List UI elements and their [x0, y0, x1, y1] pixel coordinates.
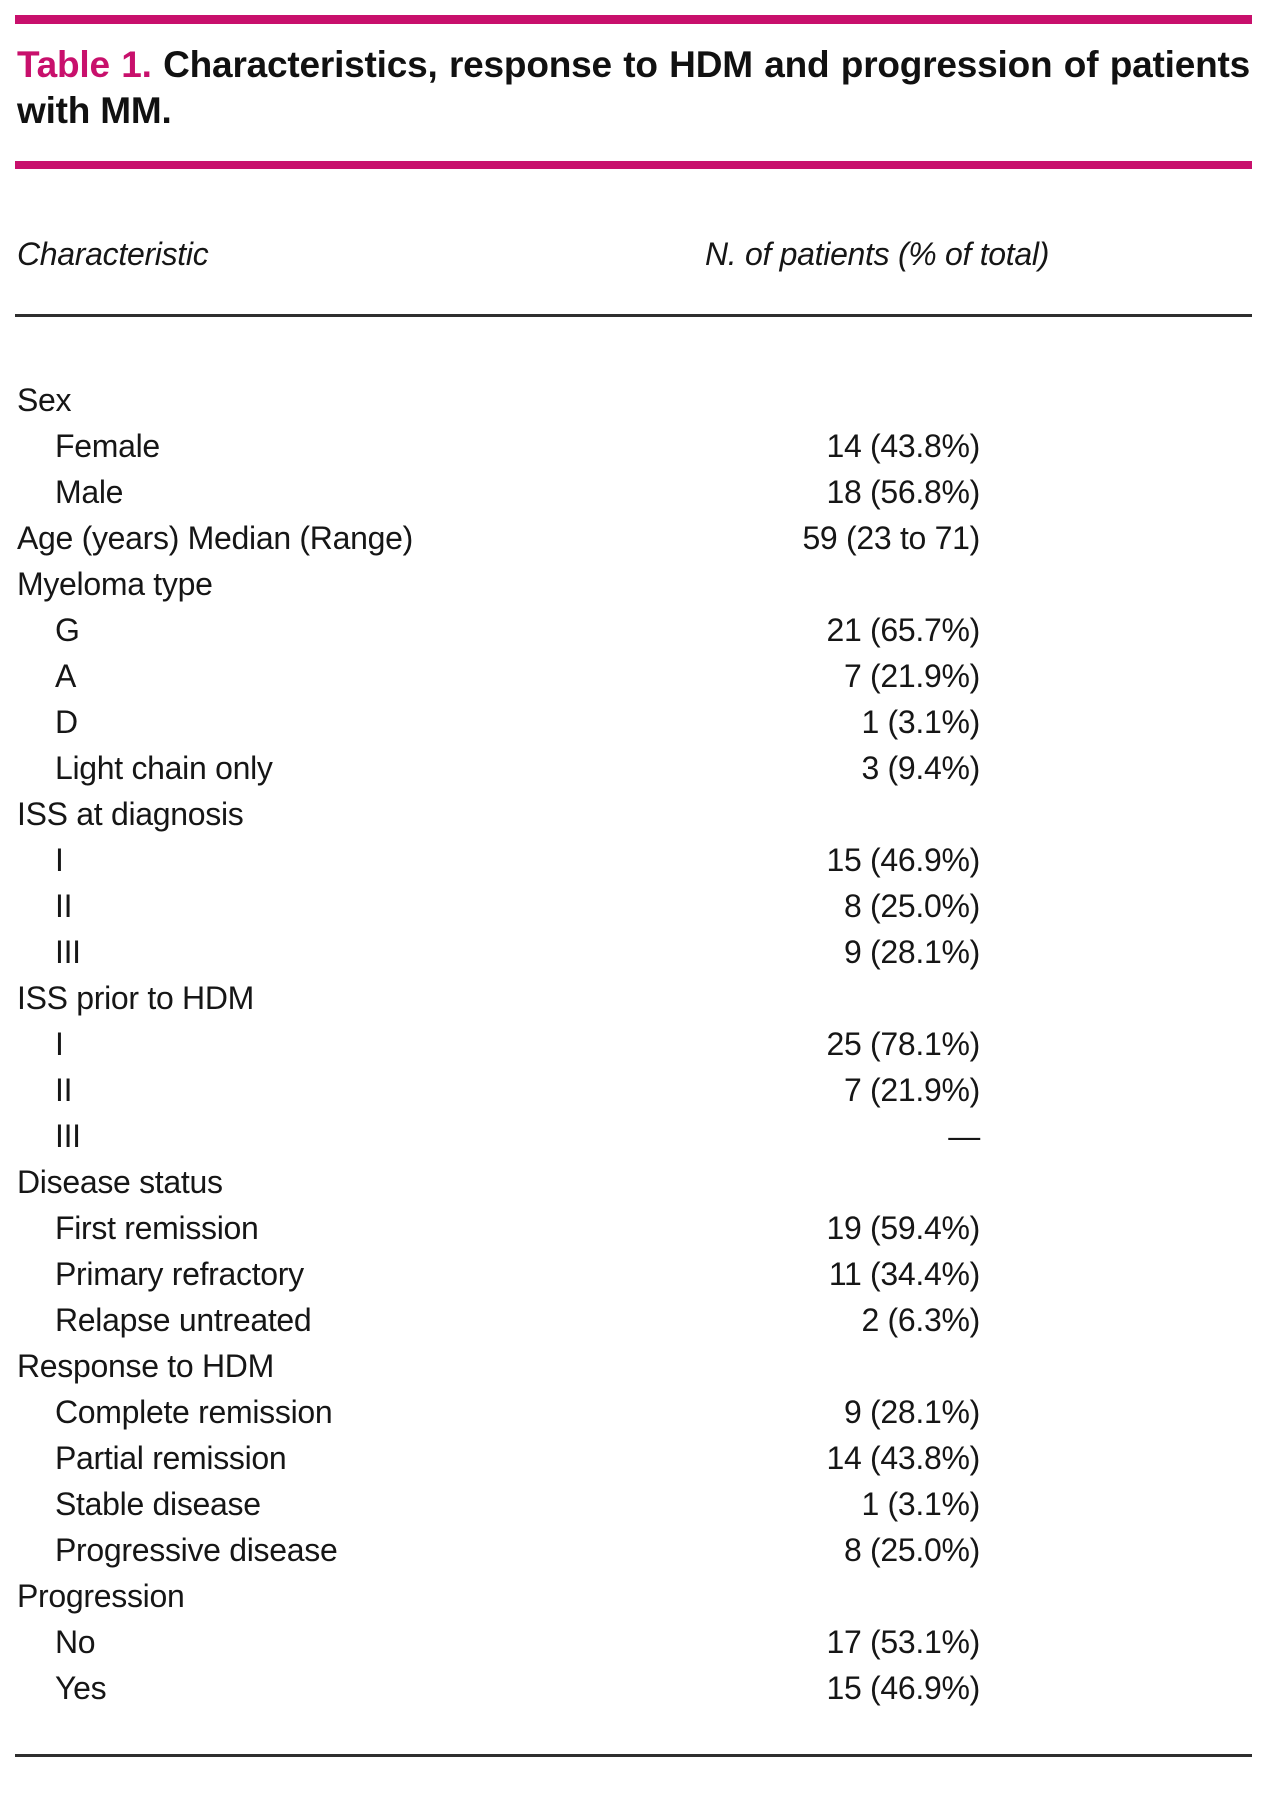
table-row [17, 515, 1250, 561]
table-caption: Characteristics, response to HDM and progression of patients with MM. [17, 44, 1250, 131]
row-label: Complete remission [55, 1394, 333, 1430]
row-label: Primary refractory [55, 1256, 304, 1292]
row-label: Light chain only [55, 750, 273, 786]
table-row [17, 1159, 1250, 1205]
row-value: 21 (65.7%) [826, 612, 980, 648]
table-title [17, 42, 1250, 134]
table-row [17, 1113, 1250, 1159]
table-row [17, 1021, 1250, 1067]
row-value: 1 (3.1%) [861, 1486, 980, 1522]
table-row [17, 1481, 1250, 1527]
row-value: — [948, 1118, 980, 1154]
column-header-row [17, 231, 1250, 277]
row-label: II [55, 888, 73, 924]
row-label: No [55, 1624, 96, 1660]
row-value: 8 (25.0%) [843, 1532, 980, 1568]
row-value: 9 (28.1%) [843, 934, 980, 970]
row-label: ISS at diagnosis [17, 796, 244, 832]
table-row [17, 791, 1250, 837]
table-row [17, 1527, 1250, 1573]
table-row [17, 975, 1250, 1021]
table-row [17, 837, 1250, 883]
table-row [17, 1435, 1250, 1481]
table-row [17, 1573, 1250, 1619]
row-value: 18 (56.8%) [826, 474, 980, 510]
row-label: III [55, 1118, 81, 1154]
table-row [17, 561, 1250, 607]
table-rows [17, 377, 1250, 1711]
row-label: ISS prior to HDM [17, 980, 255, 1016]
row-label: Myeloma type [17, 566, 213, 602]
row-label: D [55, 704, 78, 740]
row-label: Stable disease [55, 1486, 261, 1522]
table-row [17, 699, 1250, 745]
row-label: Yes [55, 1670, 107, 1706]
row-label: Male [55, 474, 124, 510]
row-label: A [55, 658, 77, 694]
table-row [17, 1665, 1250, 1711]
table-row [17, 1389, 1250, 1435]
table-row [17, 1205, 1250, 1251]
row-label: III [55, 934, 81, 970]
column-header-patients: N. of patients (% of total) [705, 236, 1050, 272]
row-label: G [55, 612, 80, 648]
table-row [17, 883, 1250, 929]
table-row [17, 745, 1250, 791]
table-row [17, 929, 1250, 975]
title-accent-rule [15, 161, 1252, 169]
row-value: 59 (23 to 71) [802, 520, 980, 556]
table-row [17, 469, 1250, 515]
table-row [17, 1251, 1250, 1297]
top-accent-rule [15, 15, 1252, 24]
row-label: Response to HDM [17, 1348, 274, 1384]
table-row [17, 1619, 1250, 1665]
row-label: Disease status [17, 1164, 223, 1200]
row-value: 25 (78.1%) [826, 1026, 980, 1062]
header-divider-rule [15, 314, 1252, 317]
row-value: 14 (43.8%) [826, 428, 980, 464]
table-number: Table 1. [17, 44, 152, 85]
table-row [17, 423, 1250, 469]
row-value: 8 (25.0%) [843, 888, 980, 924]
row-label: Partial remission [55, 1440, 287, 1476]
row-label: Progression [17, 1578, 185, 1614]
row-value: 7 (21.9%) [843, 1072, 980, 1108]
table-row [17, 653, 1250, 699]
table-row [17, 1297, 1250, 1343]
row-value: 19 (59.4%) [826, 1210, 980, 1246]
row-label: Progressive disease [55, 1532, 338, 1568]
row-value: 9 (28.1%) [843, 1394, 980, 1430]
bottom-rule [15, 1754, 1252, 1757]
row-label: Female [55, 428, 160, 464]
row-value: 11 (34.4%) [828, 1256, 980, 1292]
row-label: I [55, 1026, 64, 1062]
row-label: First remission [55, 1210, 259, 1246]
row-label: Age (years) Median (Range) [17, 520, 413, 556]
row-label: II [55, 1072, 73, 1108]
row-value: 17 (53.1%) [826, 1624, 980, 1660]
table-row [17, 1067, 1250, 1113]
row-value: 15 (46.9%) [826, 1670, 980, 1706]
row-value: 1 (3.1%) [861, 704, 980, 740]
table-row [17, 607, 1250, 653]
row-value: 3 (9.4%) [861, 750, 980, 786]
row-label: Sex [17, 382, 72, 418]
row-value: 2 (6.3%) [861, 1302, 980, 1338]
row-label: Relapse untreated [55, 1302, 312, 1338]
row-value: 14 (43.8%) [826, 1440, 980, 1476]
row-value: 7 (21.9%) [843, 658, 980, 694]
row-value: 15 (46.9%) [826, 842, 980, 878]
table-row [17, 1343, 1250, 1389]
row-label: I [55, 842, 64, 878]
column-header-characteristic: Characteristic [17, 236, 209, 272]
table-row [17, 377, 1250, 423]
